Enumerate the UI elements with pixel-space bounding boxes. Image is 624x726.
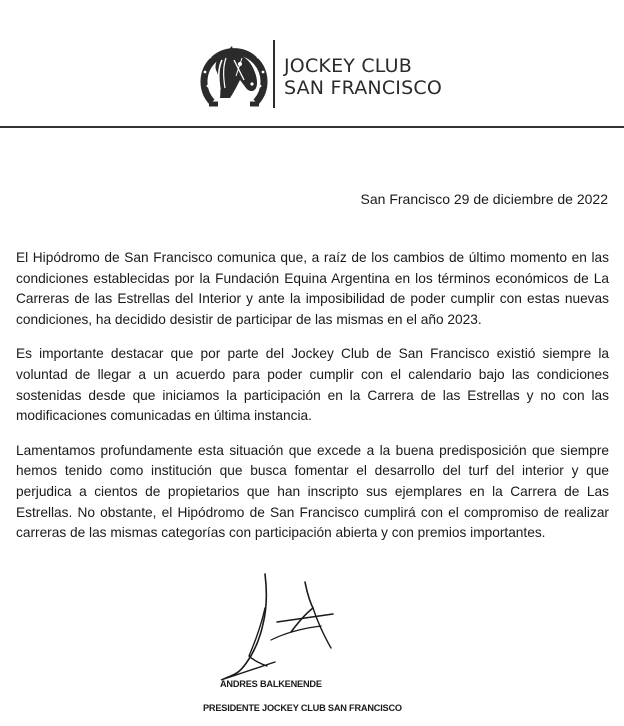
brand-name	[284, 55, 442, 99]
date-line: San Francisco 29 de diciembre de 2022	[360, 191, 608, 207]
logo-divider	[273, 40, 275, 108]
signer-name: ANDRES BALKENENDE	[220, 679, 322, 689]
letter-body	[16, 248, 609, 558]
signer-title: PRESIDENTE JOCKEY CLUB SAN FRANCISCO	[203, 703, 402, 713]
brand-line-1: JOCKEY CLUB	[284, 55, 412, 77]
header-rule	[0, 126, 624, 128]
paragraph-1: El Hipódromo de San Francisco comunica que, a raíz de los cambios de último momento en las condiciones establecidas por la Fundación Equina Argentina en los términos económicos de La Carreras de las Estrellas del Interior y ante la imposibilidad de poder cumplir con estas nuevas condiciones, ha decidido desistir de participar de las mismas en el año 2023.	[16, 250, 609, 327]
letterhead	[0, 0, 624, 130]
handwritten-signature	[205, 568, 355, 686]
brand-line-2: SAN FRANCISCO	[284, 77, 442, 99]
paragraph-3: Lamentamos profundamente esta situación que excede a la buena predisposición que siempre hemos tenido como institución que busca fomentar el desarrollo del turf del interior y que perjudica a cientos de propietarios que han inscripto sus ejemplares en la Carrera de Las Estrellas. No obstante, el Hipódromo de San Francisco cumplirá con el compromiso de realizar carreras de las mismas categorías con participación abierta y con premios importantes.	[16, 442, 609, 541]
paragraph-2: Es importante destacar que por parte del Jockey Club de San Francisco existió siempre la voluntad de llegar a un acuerdo para poder cumplir con el calendario bajo las condiciones sostenidas desde que iniciamos la participación en la Carrera de las Estrellas y no con las modificaciones comunicadas en última instancia.	[16, 346, 609, 424]
horse-head-emblem-icon	[196, 36, 272, 112]
